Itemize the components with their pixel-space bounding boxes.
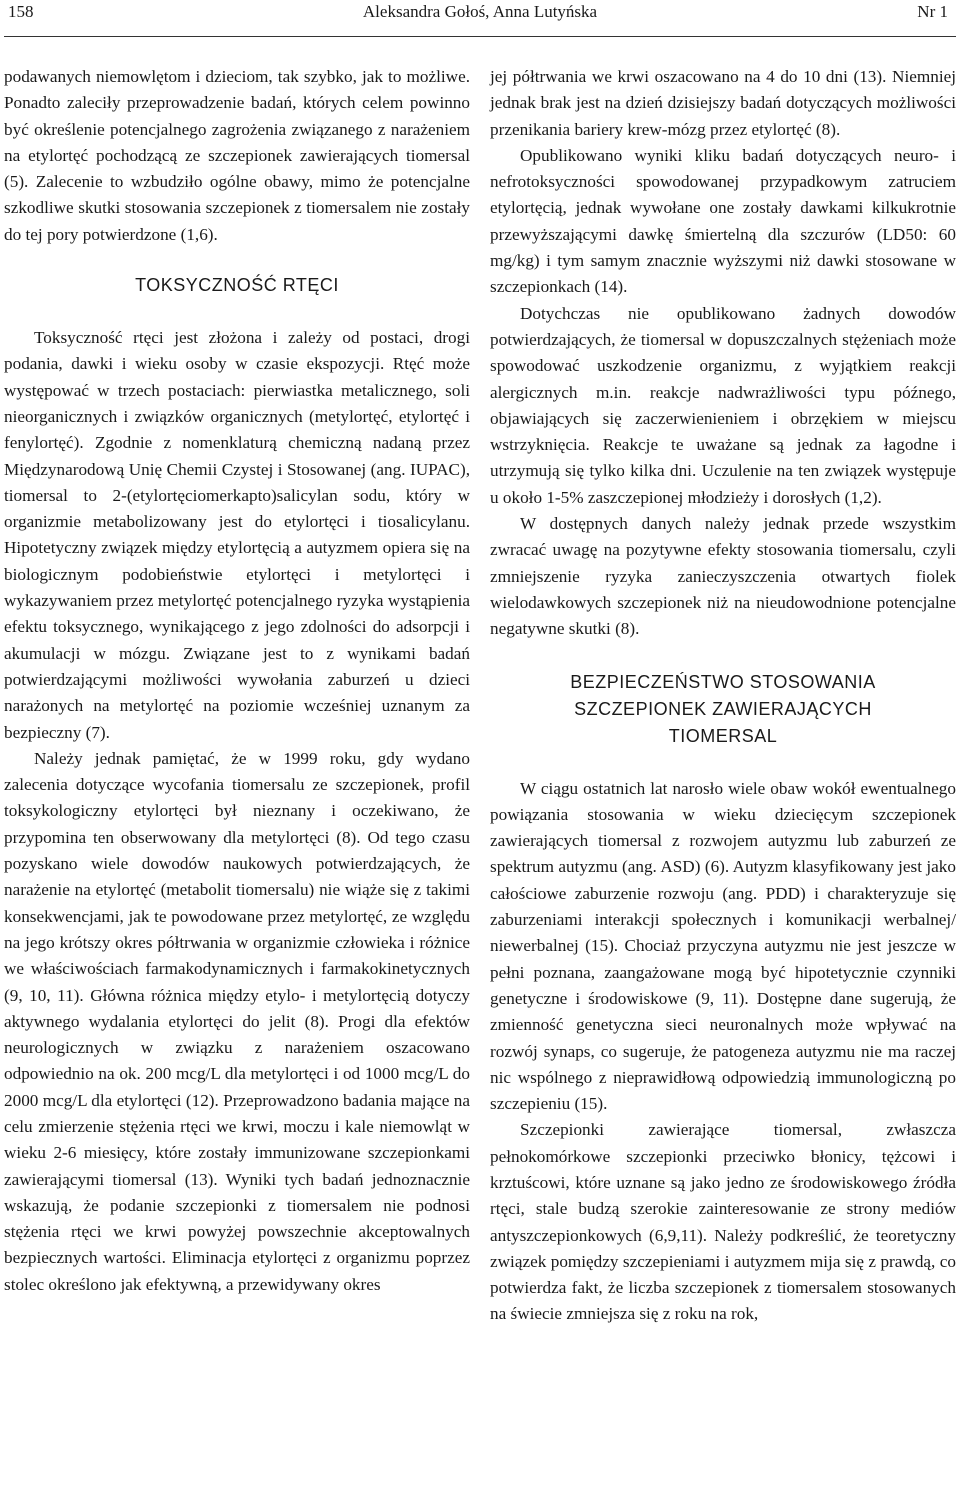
left-column [4, 64, 470, 1298]
section-heading-vaccine-safety [490, 669, 956, 750]
section-heading-mercury-toxicity: TOKSYCZNOŚĆ RTĘCI [135, 275, 339, 296]
header-divider [4, 36, 956, 37]
heading-line: SZCZEPIONEK ZAWIERAJĄCYCH [574, 698, 872, 719]
paragraph: Dotychczas nie opublikowano żadnych dowodów potwierdzających, że tiomersal w dopuszczalnych stężeniach może spowodować uszkodzenie organizmu, z wyjątkiem reakcji alergicznych m.in. reakcje nadwrażliwości typu późnego, objawiających się zaczerwienieniem i obrzękiem w miejscu wstrzyknięcia. Reakcje te uważane są jednak za łagodne i utrzymują się tylko kilka dni. Uczulenie na ten związek występuje u około 1-5% zaszczepionej młodzieży i dorosłych (1,2). [490, 303, 956, 507]
paragraph: podawanych niemowlętom i dzieciom, tak szybko, jak to możliwe. Ponadto zaleciły przeprowadzenie badań, których celem powinno być określenie potencjalnego zagrożenia związanego z narażeniem na etylortęć pochodzącą ze szczepionek zawierających tiomersal (5). Zalecenie to wzbudziło ogólne obawy, mimo że potencjalne szkodliwe skutki stosowania szczepionek z tiomersalem nie zostały do tej pory potwierdzone (1,6). [4, 67, 470, 244]
paragraph: W ciągu ostatnich lat narosło wiele obaw wokół ewentualnego powiązania stosowania w wieku dziecięcym szczepionek zawierających tiomersal z rozwojem autyzmu lub zaburzeń ze spektrum autyzmu (ang. ASD) (6). Autyzm klasyfikowany jest jako całościowe zaburzenie rozwoju (ang. PDD) i charakteryzuje się zaburzeniami interakcji społecznych i komunikacji werbalnej/ niewerbalnej (15). Chociaż przyczyna autyzmu nie jest jeszcze w pełni poznana, zaangażowane mogą być hipotetycznie czynniki genetyczne i środowiskowe (9, 11). Dostępne dane sugerują, że zmienność genetyczna sieci neuronalnych może wpływać na rozwój synaps, co sugeruje, że patogeneza autyzmu nie ma raczej nic wspólnego z nieprawidłową odpowiedzią immunologiczną po szczepieniu (15). [490, 778, 956, 1114]
paragraph: Toksyczność rtęci jest złożona i zależy od postaci, drogi podania, dawki i wieku osoby w czasie ekspozycji. Rtęć może występować w trzech postaciach: pierwiastka metalicznego, soli nieorganicznych i związków organicznych (metylortęć, etylortęć i fenylortęć). Zgodnie z nomenklaturą chemiczną nadaną przez Międzynarodową Unię Chemii Czystej i Stosowanej (ang. IUPAC), tiomersal to 2-(etylortęciomerkapto)salicylan sodu, który w organizmie metabolizowany jest do etylortęci i tiosalicylanu. Hipotetyczny związek między etylortęcią a autyzmem opiera się na biologicznym podobieństwie etylortęci i metylortęci i wykazywaniem przez metylortęć potencjalnego ryzyka wystąpienia efektu toksycznego, wynikającego z jego zdolności do adsorpcji i akumulacji w mózgu. Związane jest to z wynikami badań potwierdzającymi możliwości wywołania zaburzeń u dzieci narażonych na metylortęć na poziomie wcześniej uznanym za bezpieczny (7). [4, 328, 470, 742]
page-number: 158 [8, 2, 34, 21]
right-column [490, 64, 956, 1328]
running-header [0, 0, 960, 40]
paragraph: Opublikowano wyniki kliku badań dotyczących neuro- i nefrotoksyczności spowodowanej przypadkowym zatruciem etylortęcią, jednak wywołane one zostały dawkami kilkukrotnie przewyższającymi dawkę śmiertelną dla szczurów (LD50: 60 mg/kg) i tym samym znacznie wyższymi niż dawki stosowane w szczepionkach (14). [490, 145, 956, 297]
running-head-authors: Aleksandra Gołoś, Anna Lutyńska [362, 2, 598, 21]
issue-number: Nr 1 [917, 2, 948, 21]
paragraph: W dostępnych danych należy jednak przede wszystkim zwracać uwagę na pozytywne efekty stosowania tiomersalu, czyli zmniejszenie ryzyka zanieczyszczenia otwartych fiolek wielodawkowych szczepionek niż na nieudowodnione potencjalne negatywne skutki (8). [490, 514, 956, 639]
heading-line: BEZPIECZEŃSTWO STOSOWANIA [570, 671, 876, 692]
paragraph: jej półtrwania we krwi oszacowano na 4 do 10 dni (13). Niemniej jednak brak jest na dzień dzisiejszy badań dotyczących możliwości przenikania bariery krew-mózg przez etylortęć (8). [490, 67, 956, 139]
paragraph: Szczepionki zawierające tiomersal, zwłaszcza pełnokomórkowe szczepionki przeciwko błonicy, tężcowi i krztuścowi, które uznane są jako jedno ze środowiskowego źródła rtęci, stale budzą szerokie zainteresowanie ze strony mediów antyszczepionkowych (6,9,11). Należy podkreślić, że teoretyczny związek pomiędzy szczepieniami i autyzmem mija się z prawdą, co potwierdza fakt, że liczba szczepionek z tiomersalem stosowanych na świecie zmniejsza się z roku na rok, [490, 1120, 956, 1324]
paragraph: Należy jednak pamiętać, że w 1999 roku, gdy wydano zalecenia dotyczące wycofania tiomersalu ze szczepionek, profil toksykologiczny etylortęci był nieznany i oczekiwano, że przypomina ten obserwowany dla metylortęci (8). Od tego czasu pozyskano wiele dowodów naukowych potwierdzających, że narażenie na etylortęć (metabolit tiomersalu) nie wiąże się z takimi konsekwencjami, jak te powodowane przez metylortęć, ze względu na jego krótszy okres półtrwania w organizmie człowieka i różnice we właściwościach farmakodynamicznych i farmakokinetycznych (9, 10, 11). Główna różnica między etylo- i metylortęcią dotyczy aktywnego wydalania etylortęci do jelit (8). Progi dla efektów neurologicznych w związku z narażeniem oszacowano odpowiednio na ok. 200 mcg/L dla metylortęci i od 1000 mcg/L do 2000 mcg/L dla etylortęci (12). Przeprowadzono badania mające na celu zmierzenie stężenia rtęci we krwi, moczu i kale niemowląt w wieku 2-6 miesięcy, które zostały immunizowane szczepionkami zawierającymi tiomersal (13). Wyniki tych badań jednoznacznie wskazują, że podanie szczepionki z tiomersalem nie podnosi stężenia rtęci we krwi powyżej powszechnie akceptowalnych bezpiecznych wartości. Eliminacja etylortęci z organizmu poprzez stolec określono jak efektywną, a przewidywany okres [4, 748, 470, 1294]
heading-line: TIOMERSAL [668, 725, 778, 746]
